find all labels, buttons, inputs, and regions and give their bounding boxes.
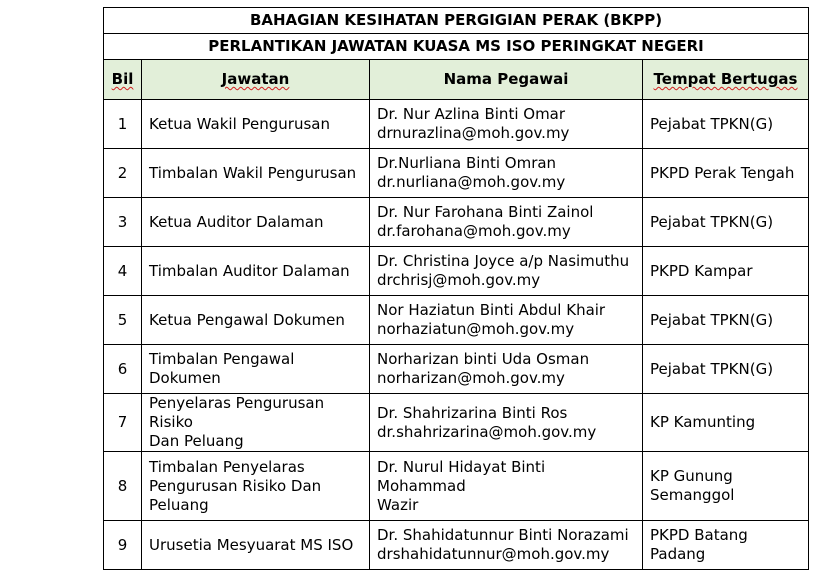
row-number: 6 [104, 345, 142, 394]
location-cell-line: KP Kamunting [650, 413, 756, 431]
location-cell-line: PKPD Perak Tengah [650, 163, 795, 182]
location-cell-line: Pejabat TPKN(G) [650, 212, 774, 231]
officer-cell [370, 198, 643, 247]
position-cell-line: Ketua Wakil Pengurusan [149, 114, 330, 133]
location-cell-line: Semanggol [650, 486, 735, 504]
title-row [104, 8, 809, 34]
table-row [104, 100, 809, 149]
officer-cell-line: Dr. Nur Farohana Binti Zainol [377, 203, 594, 221]
officer-cell [370, 345, 643, 394]
officer-cell-line: Nor Haziatun Binti Abdul Khair [377, 301, 606, 319]
officer-cell-line: dr.shahrizarina@moh.gov.my [377, 422, 597, 441]
table-row [104, 296, 809, 345]
table-row [104, 521, 809, 570]
officer-cell-line: drnurazlina@moh.gov.my [377, 124, 570, 142]
committee-table [103, 7, 809, 570]
subtitle-row [104, 34, 809, 60]
position-cell [142, 100, 370, 149]
row-number: 7 [104, 394, 142, 452]
table-row [104, 149, 809, 198]
position-cell [142, 345, 370, 394]
officer-cell [370, 452, 643, 521]
location-cell [643, 100, 809, 149]
location-cell-line: Pejabat TPKN(G) [650, 310, 774, 329]
table-row [104, 394, 809, 452]
header-jawatan-label: Jawatan [221, 70, 290, 88]
officer-cell [370, 247, 643, 296]
position-cell-line: Pengurusan Risiko Dan [149, 476, 322, 495]
position-cell-line: Ketua Auditor Dalaman [149, 212, 324, 231]
row-number: 3 [104, 198, 142, 247]
table-row [104, 198, 809, 247]
location-cell-line: KP Gunung [650, 467, 733, 485]
table-row [104, 247, 809, 296]
header-bil [104, 60, 142, 100]
officer-cell-line: norhaziatun@moh.gov.my [377, 320, 575, 338]
position-cell-line: Peluang [149, 495, 209, 514]
row-number: 4 [104, 247, 142, 296]
header-tempat [643, 60, 809, 100]
location-cell [643, 452, 809, 521]
officer-cell-line: Dr. Shahidatunnur Binti Norazami [377, 526, 629, 544]
position-cell-line: Timbalan Auditor Dalaman [149, 261, 350, 280]
officer-cell-line: Dr. Shahrizarina Binti Ros [377, 403, 568, 422]
table-subtitle: PERLANTIKAN JAWATAN KUASA MS ISO PERINGKAT NEGERI [104, 34, 809, 60]
header-nama [370, 60, 643, 100]
position-cell [142, 521, 370, 570]
location-cell [643, 345, 809, 394]
row-number: 9 [104, 521, 142, 570]
position-cell-line: Penyelaras Pengurusan Risiko [149, 394, 325, 431]
location-cell [643, 247, 809, 296]
row-number: 1 [104, 100, 142, 149]
officer-cell [370, 149, 643, 198]
officer-cell-line: norharizan@moh.gov.my [377, 369, 565, 387]
header-bil-label: Bil [111, 70, 134, 88]
location-cell-line: PKPD Batang Padang [650, 526, 748, 563]
position-cell-line: Urusetia Mesyuarat MS ISO [149, 535, 354, 554]
location-cell-line: Pejabat TPKN(G) [650, 359, 774, 378]
position-cell [142, 452, 370, 521]
header-tempat-label: Tempat Bertugas [653, 70, 798, 88]
officer-cell-line: Norharizan binti Uda Osman [377, 350, 590, 368]
position-cell [142, 149, 370, 198]
row-number: 5 [104, 296, 142, 345]
officer-cell-line: dr.farohana@moh.gov.my [377, 222, 571, 240]
header-jawatan [142, 60, 370, 100]
location-cell [643, 521, 809, 570]
position-cell [142, 394, 370, 452]
officer-cell-line: Dr. Nurul Hidayat Binti Mohammad [377, 457, 546, 495]
officer-cell-line: drshahidatunnur@moh.gov.my [377, 545, 610, 563]
position-cell-line: Ketua Pengawal Dokumen [149, 310, 345, 329]
officer-cell-line: Dr.Nurliana Binti Omran [377, 154, 557, 172]
position-cell [142, 198, 370, 247]
position-cell-line: Dan Peluang [149, 432, 244, 450]
officer-cell-line: Wazir [377, 495, 419, 514]
table-row [104, 452, 809, 521]
location-cell [643, 394, 809, 452]
officer-cell-line: Dr. Nur Azlina Binti Omar [377, 105, 566, 123]
table-row [104, 345, 809, 394]
officer-cell-line: drchrisj@moh.gov.my [377, 271, 541, 289]
row-number: 8 [104, 452, 142, 521]
position-cell [142, 247, 370, 296]
position-cell-line: Timbalan Penyelaras [149, 457, 305, 476]
officer-cell [370, 296, 643, 345]
position-cell [142, 296, 370, 345]
officer-cell [370, 521, 643, 570]
location-cell [643, 149, 809, 198]
table-body [104, 100, 809, 570]
position-cell-line: Timbalan Wakil Pengurusan [149, 163, 357, 182]
officer-cell-line: Dr. Christina Joyce a/p Nasimuthu [377, 252, 630, 270]
location-cell [643, 296, 809, 345]
location-cell [643, 198, 809, 247]
location-cell-line: PKPD Kampar [650, 261, 753, 280]
officer-cell [370, 100, 643, 149]
location-cell-line: Pejabat TPKN(G) [650, 114, 774, 133]
officer-cell-line: dr.nurliana@moh.gov.my [377, 173, 566, 191]
position-cell-line: Timbalan Pengawal Dokumen [149, 350, 295, 387]
table-title: BAHAGIAN KESIHATAN PERGIGIAN PERAK (BKPP) [104, 8, 809, 34]
row-number: 2 [104, 149, 142, 198]
header-nama-label: Nama Pegawai [443, 70, 569, 88]
officer-cell [370, 394, 643, 452]
header-row [104, 60, 809, 100]
